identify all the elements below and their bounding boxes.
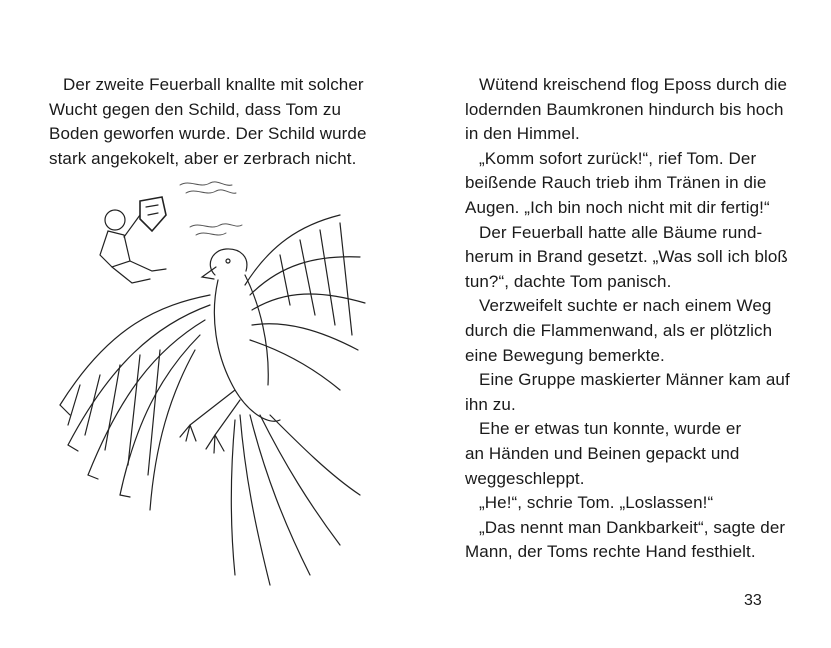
text-line: Eine Gruppe maskierter Männer kam auf [479, 370, 790, 390]
right-wing [245, 215, 365, 390]
text-line: „Komm sofort zurück!“, rief Tom. Der [479, 148, 757, 168]
tail-feathers [231, 415, 360, 585]
right-page-text [465, 73, 810, 565]
text-line: herum in Brand gesetzt. „Was soll ich bloß [465, 247, 788, 267]
text-line: lodernden Baumkronen hindurch bis hoch [465, 99, 784, 119]
text-line: Der Feuerball hatte alle Bäume rund- [479, 222, 763, 242]
text-line: an Händen und Beinen gepackt und [465, 443, 740, 463]
text-line: Augen. „Ich bin noch nicht mit dir fertig!“ [465, 197, 770, 217]
phoenix-illustration [40, 175, 380, 595]
text-line: Boden geworfen wurde. Der Schild wurde [49, 124, 367, 144]
text-line: „Das nennt man Dankbarkeit“, sagte der [479, 517, 786, 537]
text-line: Wucht gegen den Schild, dass Tom zu [49, 99, 342, 119]
text-line: durch die Flammenwand, als er plötzlich [465, 320, 773, 340]
text-line: weggeschleppt. [465, 468, 585, 488]
text-line: Verzweifelt suchte er nach einem Weg [479, 296, 772, 316]
fire-trail [180, 182, 242, 235]
text-line: Ehe er etwas tun konnte, wurde er [479, 419, 742, 439]
text-line: „He!“, schrie Tom. „Loslassen!“ [479, 493, 714, 513]
left-page-text [49, 73, 379, 171]
text-line: stark angekokelt, aber er zerbrach nicht. [49, 148, 357, 168]
text-line: ihn zu. [465, 394, 516, 414]
text-line: eine Bewegung bemerkte. [465, 345, 665, 365]
text-line: in den Himmel. [465, 124, 580, 144]
left-wing [60, 295, 210, 510]
text-line: beißende Rauch trieb ihm Tränen in die [465, 173, 767, 193]
page-number: 33 [744, 592, 762, 609]
text-line: Wütend kreischend flog Eposs durch die [479, 75, 788, 94]
text-line: Mann, der Toms rechte Hand festhielt. [465, 542, 756, 562]
text-line: tun?“, dachte Tom panisch. [465, 271, 672, 291]
boy-figure [100, 210, 166, 283]
text-line: Der zweite Feuerball knallte mit solcher [63, 75, 364, 94]
shield-icon [140, 197, 166, 231]
